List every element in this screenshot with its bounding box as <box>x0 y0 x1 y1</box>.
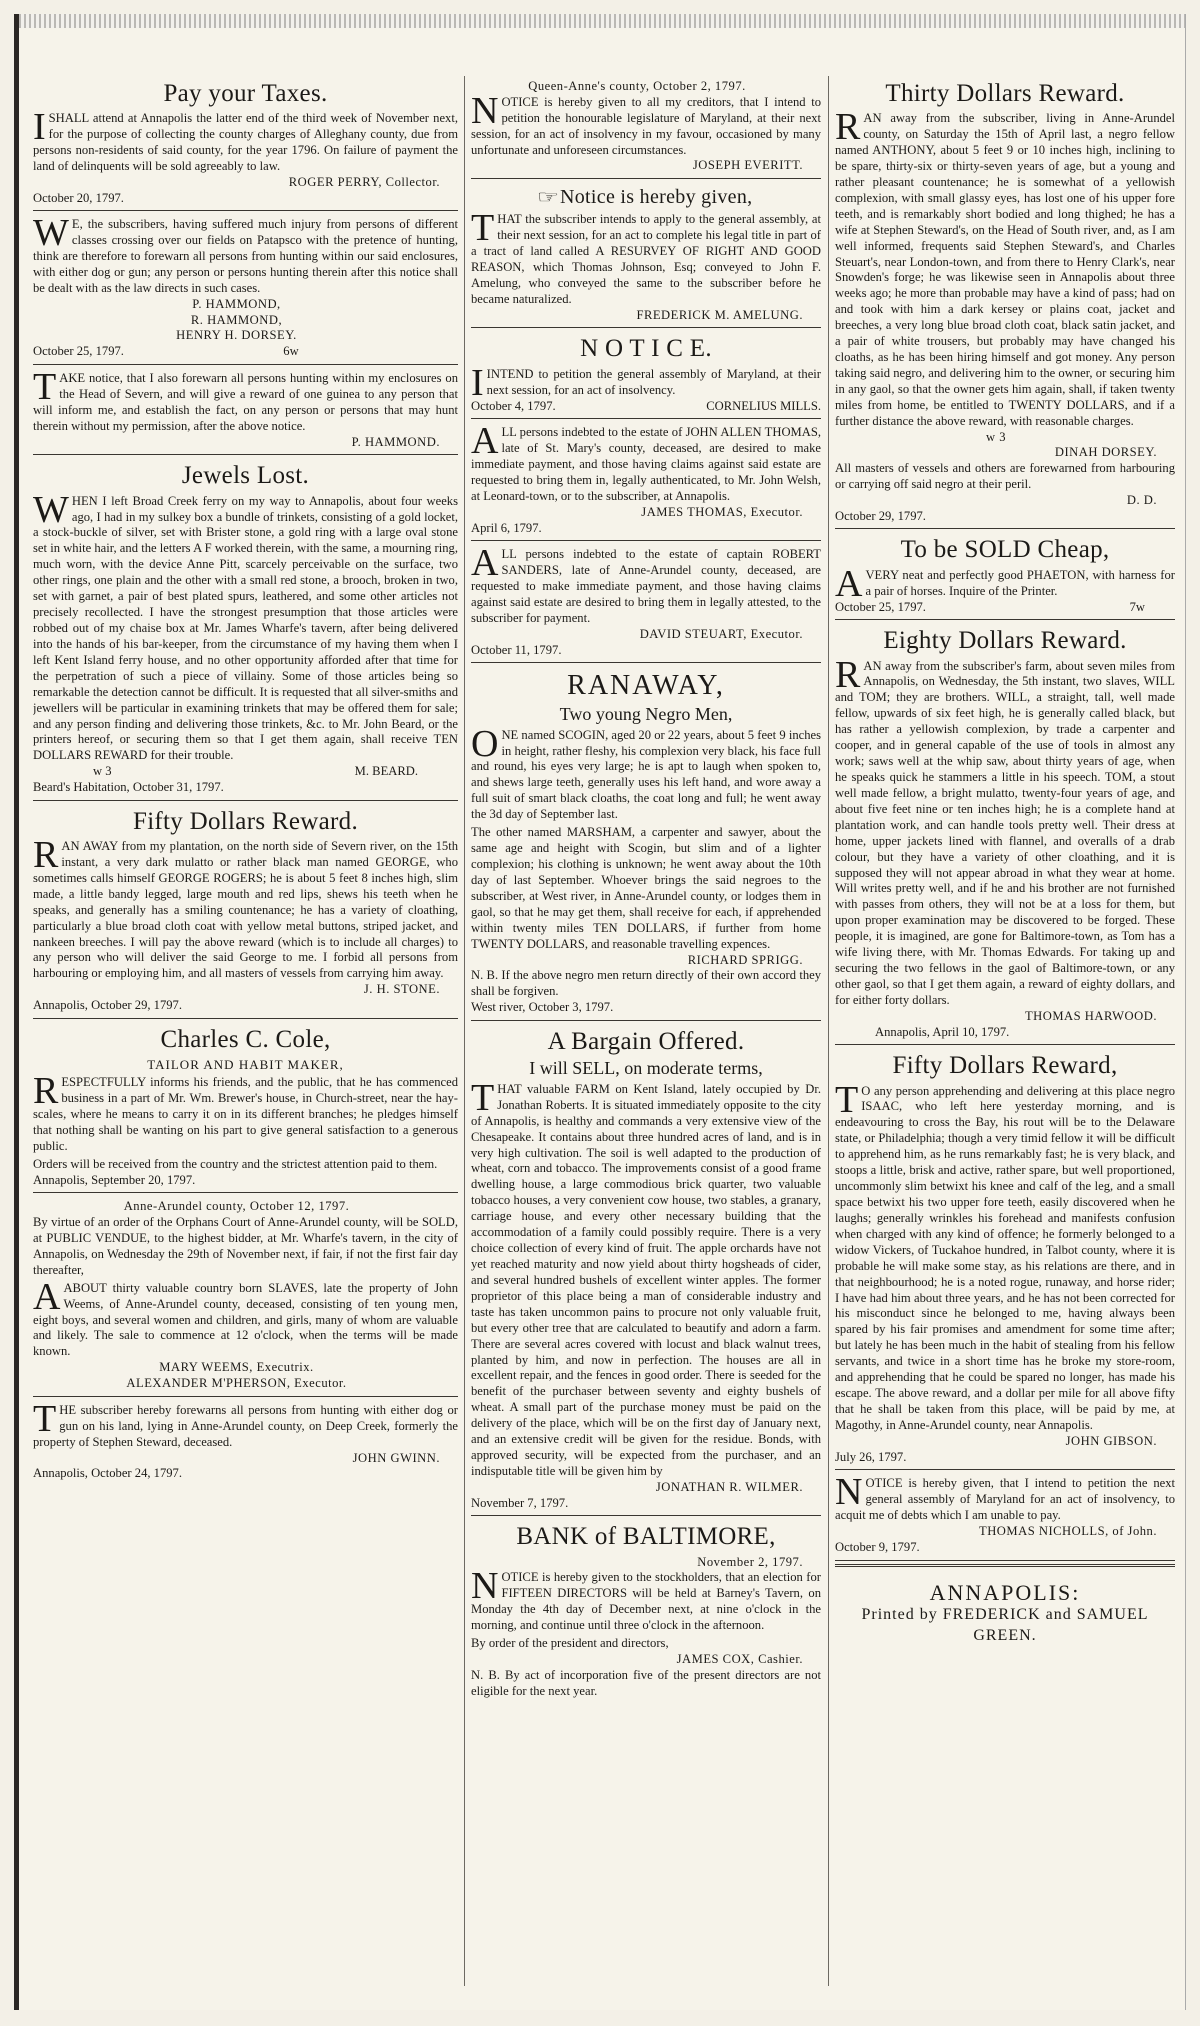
ad-body: AN AWAY from my plantation, on the north side of Severn river, on the 15th instant, a very dark mulatto or rather black man named GEORGE, who sometimes calls himself GEORGE ROGERS; he is about 5 feet 8 inches high, slim made, a little bandy legged, large mouth and red lips, shews his teeth when he speaks, and generally has a smiling countenance; he has a variety of cloathing, particularly a blue broad cloth coat with yellow metal buttons, striped jacket, and nankeen breeches. I will pay the above reward (which is to include all charges) to any person who will deliver the said George to me. I forbid all persons from harbouring or employing him, and all masters of vessels from carrying him away. <box>33 839 458 981</box>
ad-run-code: w 3 <box>93 764 112 779</box>
ad-date: Annapolis, April 10, 1797. <box>875 1024 1010 1039</box>
ad-body: OTICE is hereby given to the stockholders, that an election for FIFTEEN DIRECTORS will be held at Barney's Tavern, on Monday the 4th day of December next, at nine o'clock in the morning, and continue until three o'clock in the afternoon. <box>471 1570 821 1633</box>
ad-signature: P. HAMMOND. <box>351 434 440 449</box>
ad-date: October 11, 1797. <box>471 642 562 657</box>
ad-body: OTICE is hereby given, that I intend to petition the next general assembly of Maryland for an act of insolvency, to acquit me of debts which I am unable to pay. <box>835 1476 1175 1523</box>
ad-body: AKE notice, that I also forewarn all persons hunting within my enclosures on the Head of Severn, and will give a reward of one guinea to any person that will inform me, and establish the fact, on any person or persons that may hunt therein without my permission, after the above notice. <box>33 370 458 433</box>
ad-signature: JAMES THOMAS, Executor. <box>641 504 803 519</box>
ad-title: A Bargain Offered. <box>547 1027 745 1055</box>
ad-body: HAT the subscriber intends to apply to the general assembly, at their next session, for an act to complete his legal title in part of a tract of land called A RESURVEY OF RIGHT AND GOOD REASON, which Thomas Johnson, Esq; conveyed to John F. Amelung, who conveyed the same to the subscriber before he became naturalized. <box>471 212 821 306</box>
ad-signature: THOMAS NICHOLLS, of John. <box>979 1524 1157 1539</box>
ad-bank-baltimore: BANK of BALTIMORE, November 2, 1797. NOTICE is hereby given to the stockholders, that an election for FIFTEEN DIRECTORS will be held at Barney's Tavern, on Monday the 4th day of December next, at nine o'clock in the morning, and continue until three o'clock in the afternoon. By order of the president and directors, JAMES COX, Cashier. N. B. By act of incorporation five of the present directors are not eligible for the next year. <box>471 1523 821 1698</box>
ad-date: Annapolis, October 24, 1797. <box>33 1466 183 1481</box>
ad-body: SHALL attend at Annapolis the latter end of the third week of November next, for the purpose of collecting the county charges of Alleghany county, due from persons non-residents of said county, for the year 1796. On failure of payment the land of delinquents will be sold agreeably to law. <box>33 111 458 174</box>
ad-body: NE named SCOGIN, aged 20 or 22 years, about 5 feet 9 inches in height, rather fleshy, his complexion very black, his face full and round, his eyes very large; he is apt to laugh when spoken to, and shews large teeth, generally uses his left hand, and wore away a full suit of smart black cloaths, the coat long and full; he went away the 3d day of September last. <box>471 727 821 822</box>
ad-signature: JAMES COX, Cashier. <box>676 1651 803 1666</box>
ad-body: ABOUT thirty valuable country born SLAVES, late the property of John Weems, of Anne-Arundel county, deceased, consisting of ten young men, eight boys, and several women and children, and girls, many of whom are valuable and likely. The sale to commence at 12 o'clock, when the terms will be made known. <box>33 1280 458 1359</box>
ad-nicholls: NOTICE is hereby given, that I intend to petition the next general assembly of Maryland for an act of insolvency, to acquit me of debts which I am unable to pay. THOMAS NICHOLLS, of John. October 9, 1797. <box>835 1473 1175 1560</box>
ad-body: LL persons indebted to the estate of captain ROBERT SANDERS, late of Anne-Arundel county, deceased, are requested to make immediate payment, and those having claims against said estate are desired to bring them in legally attested, to the subscriber for payment. <box>471 547 821 626</box>
ad-date: October 9, 1797. <box>835 1539 920 1554</box>
imprint <box>835 1564 1175 1647</box>
ad-date: November 2, 1797. <box>697 1554 803 1569</box>
ad-signature: JOHN GWINN. <box>352 1450 440 1465</box>
ad-date: November 7, 1797. <box>471 1495 569 1510</box>
ad-body: HAT valuable FARM on Kent Island, lately occupied by Dr. Jonathan Roberts. It is situated immediately opposite to the city of Annapolis, is healthy and commands a very extensive view of the Chesapeake. It contains about three hundred acres of land, and is in very high cultivation. The soil is well adapted to the production of wheat, corn and tobacco. The improvements consist of a good frame dwelling house, a large commodious brick quarter, two valuable tobacco houses, a very convenient cow house, two stables, a granary, carriage house, and every other necessary building that the accommodation of a family could possibly require. There is a very choice collection of every kind of fruit. The apple orchards have not yet reached maturity and now yield about thirty hogsheads of cider, and several hundred bushels of excellent winter apples. The former proprietor of this place being a man of considerable industry and taste has taken uncommon pains to procure not only valuable fruit, but every other tree that are calculated to beautify and adorn a farm. There are several acres covered with locust and black walnut trees, planted by him, and now in perfection. The houses are all in excellent repair, and the fences in good order. There is seeded for the benefit of the purchaser between seventy and eighty bushels of wheat. A small part of the purchase money must be paid on the delivery of the place, which will be on the first day of January next, and an extensive credit will be given for the residue. Bonds, with approved security, will be expected from the purchaser, and an indisputable title will be given him by <box>471 1081 821 1478</box>
ad-signature: CORNELIUS MILLS. <box>706 398 821 413</box>
ad-date: October 4, 1797. <box>471 398 556 413</box>
ad-body: Orders will be received from the country and the strictest attention paid to them. <box>33 1156 438 1171</box>
ad-signature: DAVID STEUART, Executor. <box>639 626 803 641</box>
ad-signature: J. H. STONE. <box>363 982 440 997</box>
ad-title: Charles C. Cole, <box>160 1025 331 1053</box>
ad-subtitle: Two young Negro Men, <box>559 703 733 724</box>
ad-signature: ALEXANDER M'PHERSON, Executor. <box>126 1376 347 1391</box>
ad-signature: DINAH DORSEY. <box>1054 445 1157 460</box>
ad-signature: HENRY H. DORSEY. <box>176 328 297 343</box>
ad-body: AN away from the subscriber's farm, about seven miles from Annapolis, on Wednesday, the 5th instant, two slaves, WILL and TOM; they are brothers. WILL, a straight, tall, well made fellow, upwards of six feet high, he is generally called black, but has rather a yellowish complexion, by trade a carpenter and cooper, and in general capable of the use of tools in almost any work; saws well at the whip saw, about thirty years of age, when he speaks quick he stammers a little in his speech. TOM, a stout well made fellow, a bright mulatto, twenty-four years of age, and about five feet nine or ten inches high; he is a complete hand at plantation work, and can handle tools pretty well. Their dress at home, upper jackets lined with flannel, and overalls of a drab colour, but they have a variety of other cloathing, and it is supposed they will not appear abroad in what they wear at home. Will writes pretty well, and if he and his brother are not furnished with passes from others, they will not be at a loss for them, but upon proper examination may be discovered to be forged. These people, it is imagined, are gone for Baltimore-town, as Tom has a wife living there, with Mr. Thomas Edwards. For taking up and securing the two fellows in the gaol of Baltimore-town, or any other gaol, so that I get them again, a reward of eighty dollars, and for either forty dollars. <box>835 658 1175 1007</box>
ad-fifty-dollars-isaac: Fifty Dollars Reward, T O any person apprehending and delivering at this place negro ISAAC, who left here yesterday morning, and is endeavouring to cross the Bay, his rout will be to the Delaware state, or Philadelphia; though a very timid fellow it will be difficult to apprehend him, as he runs remarkably fast; he is very black, and stoops a little, brisk and active, rather spare, but well proportioned, uncommonly slim betwixt his knee and calf of the leg, and a small space betwixt his two upper fore teeth, easily discovered when he laughs; generally wrinkles his forehead and manifests confusion when charged with any kind of offence; he formerly belonged to a widow Vickers, of Tuckahoe hundred, in Talbot county, where it is probable he will make some stay, as his relations are there, and in that neighbourhood; he is a noted rogue, runaway, and horse rider; I have had him about three years, and he has not been corrected for his misconduct since he belonged to me, having always been spared by his fair promises and amendment for some time after; but lately he has been much in the habit of stealing from his fellow servants, and twice in a short time has he broke my store-room, and apprehending that he could be spared no longer, has made his escape. The above reward, and a dollar per mile for all above fifty that he shall be taken from this place, will be paid by me, at Magothy, in Anne-Arundel county, near Annapolis. JOHN GIBSON. July 26, 1797. <box>835 1048 1175 1470</box>
ad-run-code: 6w <box>283 344 299 359</box>
ad-taxes: Pay your Taxes. ISHALL attend at Annapolis the latter end of the third week of November next, for the purpose of collecting the county charges of Alleghany county, due from persons non-residents of said county, for the year 1796. On failure of payment the land of delinquents will be sold agreeably to law. ROGER PERRY, Collector. October 20, 1797. <box>33 76 458 211</box>
ad-signature: JOSEPH EVERITT. <box>692 158 803 173</box>
ad-signature: ROGER PERRY, Collector. <box>288 174 440 189</box>
ad-body: By virtue of an order of the Orphans Court of Anne-Arundel county, will be SOLD, at PUBLIC VENDUE, to the highest bidder, at Mr. Wharfe's tavern, in the city of Annapolis, on Wednesday the 29th of November next, if fair, if not the first fair day thereafter, <box>33 1215 458 1277</box>
ad-title: Notice is hereby given, <box>560 186 753 209</box>
page-top-edge <box>19 14 1185 28</box>
ad-signature: THOMAS HARWOOD. <box>1024 1008 1157 1023</box>
ad-run-code: 7w <box>1129 599 1145 614</box>
pointing-hand-icon: ☞ <box>536 187 560 208</box>
ad-date: West river, October 3, 1797. <box>471 1000 614 1015</box>
ad-title: Jewels Lost. <box>181 462 310 490</box>
ad-title: Thirty Dollars Reward. <box>885 80 1125 107</box>
ad-signature: FREDERICK M. AMELUNG. <box>636 307 803 322</box>
ad-date: Annapolis, September 20, 1797. <box>33 1172 196 1187</box>
ad-ranaway: RANAWAY, Two young Negro Men, ONE named SCOGIN, aged 20 or 22 years, about 5 feet 9 inches in height, rather fleshy, his complexion very black, his face full and round, his eyes very large; he is apt to laugh when spoken to, and shews large teeth, generally uses his left hand, and wore away a full suit of smart black cloaths, the coat long and full; he went away the 3d day of September last. The other named MARSHAM, a carpenter and sawyer, about the same age and height with Scogin, but slim and of a lighter complexion; his clothing is unknown; he went away about the 10th day of last September. Whoever brings the said negroes to the subscriber, at West river, in Anne-Arundel county, or lodges them in gaol, so that he may get them, shall receive for each, if apprehended within twenty miles TEN DOLLARS, if further from home TWENTY DOLLARS, and reasonable travelling expences. RICHARD SPRIGG. N. B. If the above negro men return directly of their own accord they shall be forgiven. West river, October 3, 1797. <box>471 666 821 1020</box>
ad-title: Fifty Dollars Reward. <box>132 807 358 835</box>
ad-body: N. B. By act of incorporation five of the present directors are not eligible for the next year. <box>471 1667 821 1698</box>
ad-title: BANK of BALTIMORE, <box>516 1523 776 1551</box>
ad-title: Eighty Dollars Reward. <box>883 627 1127 655</box>
column-right <box>835 76 1175 1990</box>
column-rule <box>464 76 465 1986</box>
newspaper-page <box>14 14 1186 2010</box>
ad-date: October 25, 1797. <box>835 599 926 614</box>
ad-body: All masters of vessels and others are forewarned from harbouring or carrying off said negro at their peril. <box>835 461 1175 492</box>
ad-signature: P. HAMMOND, <box>192 297 281 312</box>
ad-eighty-dollars: Eighty Dollars Reward. RAN away from the subscriber's farm, about seven miles from Annapolis, on Wednesday, the 5th instant, two slaves, WILL and TOM; they are brothers. WILL, a straight, tall, well made fellow, upwards of six feet high, he is generally called black, but has rather a yellowish complexion, by trade a carpenter and cooper, and in general capable of the use of tools in almost any work; saws well at the whip saw, about thirty years of age, when he speaks quick he stammers a little in his speech. TOM, a stout well made fellow, a bright mulatto, twenty-four years of age, and about five feet nine or ten inches high; he is a complete hand at plantation work, and can handle tools pretty well. Their dress at home, upper jackets lined with flannel, and overalls of a drab colour, but they have a variety of other cloathing, and it is supposed they will not appear abroad in what they wear at home. Will writes pretty well, and if he and his brother are not furnished with passes from others, they will not be at a loss for them, but upon proper examination may be discovered to be forged. These people, it is imagined, are gone for Baltimore-town, as Tom has a wife living there, with Mr. Thomas Edwards. For taking up and securing the two fellows in the gaol of Baltimore-town, or any other gaol, so that I get them again, a reward of eighty dollars, and for either forty dollars. THOMAS HARWOOD. Annapolis, April 10, 1797. <box>835 623 1175 1045</box>
ad-signature: R. HAMMOND, <box>190 312 283 327</box>
ad-signature: JOHN GIBSON. <box>1065 1433 1157 1448</box>
ad-date: Beard's Habitation, October 31, 1797. <box>33 780 224 795</box>
ad-charles-cole: Charles C. Cole, TAILOR AND HABIT MAKER, RESPECTFULLY informs his friends, and the public, that he has commenced business in a part of Mr. Wm. Brewer's house, in Church-street, near the hay-scales, where he means to carry it on in its different branches; he pledges himself that nothing shall be wanting on his part to give general satisfaction to a generous public. Orders will be received from the country and the strictest attention paid to them. Annapolis, September 20, 1797. <box>33 1022 458 1194</box>
column-left <box>33 76 458 1990</box>
ad-body: The other named MARSHAM, a carpenter and sawyer, about the same age and height with Scogin, but slim and of a lighter complexion; his clothing is unknown; he went away about the 10th day of last September. Whoever brings the said negroes to the subscriber, at West river, in Anne-Arundel county, or lodges them in gaol, so that he may get them, shall receive for each, if apprehended within twenty miles TEN DOLLARS, if further from home TWENTY DOLLARS, and reasonable travelling expences. <box>471 825 821 951</box>
ad-body: O any person apprehending and delivering at this place negro ISAAC, who left here yesterday morning, and is endeavouring to cross the Bay, his rout will be to the Delaware state, or Philadelphia; though a very timid fellow it will be difficult to apprehend him, as he runs remarkably fast; he is very black, and stoops a little, brisk and active, rather spare, but well proportioned, uncommonly slim betwixt his knee and calf of the leg, and a small space betwixt his two upper fore teeth, easily discovered when he laughs; generally wrinkles his forehead and manifests confusion when charged with any kind of offence; he formerly belonged to a widow Vickers, of Tuckahoe hundred, in Talbot county, where it is probable he will make some stay, as his relations are there, and in that neighbourhood; he is a noted rogue, runaway, and horse rider; I have had him about three years, and he has not been corrected for his misconduct since he belonged to me, having always been spared by his fair promises and amendment for some time after; but lately he has been much in the habit of stealing from his fellow servants, and twice in a short time has he broke my store-room, and apprehending that he could be spared no longer, has made his escape. The above reward, and a dollar per mile for all above fifty that he shall be taken from this place, will be paid by me, at Magothy, in Anne-Arundel county, near Annapolis. <box>835 1083 1175 1432</box>
ad-body: LL persons indebted to the estate of JOHN ALLEN THOMAS, late of St. Mary's county, deceased, are desired to make immediate payment, and those having claims against said estate are requested to bring them in, legally authenticated, to Mr. John Welsh, at Leonard-town, or to the subscriber, at Annapolis. <box>471 425 821 503</box>
ad-signature: JONATHAN R. WILMER. <box>655 1479 803 1494</box>
ad-dateline: Anne-Arundel county, October 12, 1797. <box>123 1199 350 1214</box>
ad-subtitle: I will SELL, on moderate terms, <box>529 1058 763 1079</box>
ad-thirty-dollars: Thirty Dollars Reward. RAN away from the subscriber, living in Anne-Arundel county, on Saturday the 15th of April last, a negro fellow named ANTHONY, about 5 feet 9 or 10 inches high, inclining to be spare, thirty-six or thirty-seven years of age, but a young and rather pleasant countenance; he is somewhat of a yellowish complexion, with small glassy eyes, has lost one of his upper fore teeth, and is remarkably short bodied and long thighed; he has a wife at Stephen Steward's, on the Head of South river, and, as I am well informed, frequents said Stephen Steward's, and Charles Steuart's, near London-town, and from there to Henry Clark's, near Snowden's forge; he was likewise seen in Annapolis about three weeks ago; he more than probable may have a kind of pass; had on and took with him a dark kersey or plains coat, jacket and breeches, a very long blue broad cloth coat, black satin jacket, and a pair of white trousers, but probably may have changed his cloaths, as he has been hiring himself and got money. Any person taking said negro, and delivering him to the owner, or securing him in any gaol, so that the owner gets him again, shall, if taken twenty miles from home, be entitled to TWENTY DOLLARS, and if a further distance the above reward, with reasonable charges. w 3 DINAH DORSEY. All masters of vessels and others are forewarned from harbouring or carrying off said negro at their peril. D. D. October 29, 1797. <box>835 76 1175 529</box>
imprint-printers: Printed by FREDERICK and SAMUEL GREEN. <box>861 1605 1149 1644</box>
ad-body: ESPECTFULLY informs his friends, and the public, that he has commenced business in a part of Mr. Wm. Brewer's house, in Church-street, near the hay-scales, where he means to carry it on in its different branches; he pledges himself that nothing shall be wanting on his part to give general satisfaction to a generous public. <box>33 1075 458 1153</box>
ad-signature: M. BEARD. <box>354 764 418 779</box>
imprint-city: ANNAPOLIS: <box>929 1579 1081 1605</box>
ad-body: INTEND to petition the general assembly of Maryland, at their next session, for an act of insolvency. <box>486 366 821 397</box>
ad-fifty-dollars-george: Fifty Dollars Reward. RAN AWAY from my plantation, on the north side of Severn river, on the 15th instant, a very dark mulatto or rather black man named GEORGE, who sometimes calls himself GEORGE ROGERS; he is about 5 feet 8 inches high, slim made, a little bandy legged, large mouth and red lips, shews his teeth when he speaks, and generally has a smiling countenance; he has a variety of cloathing, particularly a blue broad cloth coat with yellow metal buttons, striped jacket, and nankeen breeches. I will pay the above reward (which is to include all charges) to any person who will deliver the said George to me. I forbid all persons from harbouring or employing him, and all masters of vessels from carrying him away. J. H. STONE. Annapolis, October 29, 1797. <box>33 804 458 1019</box>
ad-slave-sale: Anne-Arundel county, October 12, 1797. By virtue of an order of the Orphans Court of Anne-Arundel county, will be SOLD, at PUBLIC VENDUE, to the highest bidder, at Mr. Wharfe's tavern, in the city of Annapolis, on Wednesday the 29th of November next, if fair, if not the first fair day thereafter, AABOUT thirty valuable country born SLAVES, late the property of John Weems, of Anne-Arundel county, deceased, consisting of ten young men, eight boys, and several women and children, and girls, many of whom are valuable and likely. The sale to commence at 12 o'clock, when the terms will be made known. MARY WEEMS, Executrix. ALEXANDER M'PHERSON, Executor. <box>33 1196 458 1397</box>
ad-thomas-estate: ALL persons indebted to the estate of JOHN ALLEN THOMAS, late of St. Mary's county, deceased, are desired to make immediate payment, and those having claims against said estate are requested to bring them in, legally authenticated, to Mr. John Welsh, at Leonard-town, or to the subscriber, at Annapolis. JAMES THOMAS, Executor. April 6, 1797. <box>471 422 821 541</box>
ad-signature: RICHARD SPRIGG. <box>687 952 803 967</box>
ad-amelung: ☞Notice is hereby given, THAT the subscriber intends to apply to the general assembly, at their next session, for an act to complete his legal title in part of a tract of land called A RESURVEY OF RIGHT AND GOOD REASON, which Thomas Johnson, Esq; conveyed to John F. Amelung, who conveyed the same to the subscriber before he became naturalized. FREDERICK M. AMELUNG. <box>471 182 821 328</box>
ad-title: N O T I C E. <box>580 335 712 363</box>
ad-initials: D. D. <box>1126 493 1157 507</box>
ad-body: OTICE is hereby given to all my creditors, that I intend to petition the honourable legislature of Maryland, at their next session, for an act of insolvency in my favour, occasioned by many unfortunate and unforeseen circumstances. <box>471 94 821 157</box>
ad-hammond: TAKE notice, that I also forewarn all persons hunting within my enclosures on the Head of Severn, and will give a reward of one guinea to any person that will inform me, and establish the fact, on any person or persons that may hunt therein without my permission, after the above notice. P. HAMMOND. <box>33 368 458 455</box>
ad-title: Pay your Taxes. <box>163 80 328 107</box>
column-middle <box>471 76 821 1990</box>
ad-run-code: w 3 <box>985 429 1007 444</box>
ad-mills: N O T I C E. IINTEND to petition the general assembly of Maryland, at their next session, for an act of insolvency. October 4, 1797. CORNELIUS MILLS. <box>471 331 821 419</box>
column-rule <box>828 76 829 1986</box>
ad-sanders-estate: ALL persons indebted to the estate of captain ROBERT SANDERS, late of Anne-Arundel county, deceased, are requested to make immediate payment, and those having claims against said estate are desired to bring them in legally attested, to the subscriber for payment. DAVID STEUART, Executor. October 11, 1797. <box>471 544 821 663</box>
ad-body: VERY neat and perfectly good PHAETON, with harness for a pair of horses. Inquire of the Printer. <box>865 567 1175 598</box>
ad-body: HEN I left Broad Creek ferry on my way to Annapolis, about four weeks ago, I had in my sulkey box a bundle of trinkets, consisting of a gold locket, a stock-buckle of silver, set with Brister stone, a gold ring with a large oval stone set in white hair, and the letters A F worked therein, with the same, a mourning ring, much worn, with the device Anne Pitt, scarcely perceivable on the surface, two other rings, one plain and the other with a small red stone, a brooch, broken in two, set with garnet, a pair of best plated spurs, leathered, and some other articles not precisely recollected. I have the strongest presumption that those articles were robbed out of my chaise box at Mr. James Wharfe's tavern, after being delivered into the hands of his bar-keeper, from the circumstance of my having them when I left Kent Island ferry house, and no other opportunity afforded after that time for the perpetration of such a piece of villainy. Some of those articles being so remarkable the detection cannot be difficult. It is requested that all silver-smiths and jewellers will be particular in examining trinkets that may be offered them for sale; and any person finding and delivering those trinkets, &c. to Mr. John Beard, or the printers hereof, or securing them so that I get them again, shall receive TEN DOLLARS REWARD for their trouble. <box>33 493 458 763</box>
ad-title: Fifty Dollars Reward, <box>892 1052 1118 1080</box>
ad-body: N. B. If the above negro men return directly of their own accord they shall be forgiven. <box>471 968 821 999</box>
ad-body: By order of the president and directors, <box>471 1636 669 1651</box>
ad-jewels-lost: Jewels Lost. WHEN I left Broad Creek ferry on my way to Annapolis, about four weeks ago, I had in my sulkey box a bundle of trinkets, consisting of a gold locket, a stock-buckle of silver, set with Brister stone, a gold ring with a large oval stone set in white hair, and the letters A F worked therein, with the same, a mourning ring, much worn, with the device Anne Pitt, scarcely perceivable on the surface, two other rings, one plain and the other with a small red stone, a brooch, broken in two, set with garnet, a pair of best plated spurs, leathered, and some other articles not precisely recollected. I have the strongest presumption that those articles were robbed out of my chaise box at Mr. James Wharfe's tavern, after being delivered into the hands of his bar-keeper, from the circumstance of my having them when I left Kent Island ferry house, and no other opportunity afforded after that time for the perpetration of such a piece of villainy. Some of those articles being so remarkable the detection cannot be difficult. It is requested that all silver-smiths and jewellers will be particular in examining trinkets that may be offered them for sale; and any person finding and delivering those trinkets, &c. to Mr. John Beard, or the printers hereof, or securing them so that I get them again, shall receive TEN DOLLARS REWARD for their trouble. w 3 M. BEARD. Beard's Habitation, October 31, 1797. <box>33 458 458 800</box>
ad-body: HE subscriber hereby forewarns all persons from hunting with either dog or gun on his land, lying in Anne-Arundel county, on Deep Creek, formerly the property of Stephen Steward, deceased. <box>33 1402 458 1449</box>
ad-date: October 20, 1797. <box>33 190 124 205</box>
ad-trespass: W E, the subscribers, having suffered much injury from persons of different classes crossing over our fields on Patapsco with the pretence of hunting, think are therefore to forewarn all persons from hunting within our said enclosures, with either dog or gun; any person or persons hunting therein after this notice shall be dealt with as the law directs in such cases. P. HAMMOND, R. HAMMOND, HENRY H. DORSEY. October 25, 1797. 6w <box>33 214 458 365</box>
ad-gwinn: THE subscriber hereby forewarns all persons from hunting with either dog or gun on his land, lying in Anne-Arundel county, on Deep Creek, formerly the property of Stephen Steward, deceased. JOHN GWINN. Annapolis, October 24, 1797. <box>33 1397 458 1481</box>
ad-date: April 6, 1797. <box>471 520 542 535</box>
ad-body: AN away from the subscriber, living in Anne-Arundel county, on Saturday the 15th of April last, a negro fellow named ANTHONY, about 5 feet 9 or 10 inches high, inclining to be spare, thirty-six or thirty-seven years of age, but a young and rather pleasant countenance; he is somewhat of a yellowish complexion, with small glassy eyes, has lost one of his upper fore teeth, and is remarkably short bodied and long thighed; he has a wife at Stephen Steward's, on the Head of South river, and, as I am well informed, frequents said Stephen Steward's, and Charles Steuart's, near London-town, and from there to Henry Clark's, near Snowden's forge; he was likewise seen in Annapolis about three weeks ago; he more than probable may have a kind of pass; had on and took with him a dark kersey or plains coat, jacket and breeches, a very long blue broad cloth coat, black satin jacket, and a pair of white trousers, but probably may have changed his cloaths, as he has been hiring himself and got money. Any person taking said negro, and delivering him to the owner, or securing him in any gaol, so that the owner gets him again, shall, if taken twenty miles from home, be entitled to TWENTY DOLLARS, and if a further distance the above reward, with reasonable charges. <box>835 111 1175 428</box>
ad-phaeton: To be SOLD Cheap, AVERY neat and perfectly good PHAETON, with harness for a pair of horses. Inquire of the Printer. October 25, 1797. 7w <box>835 532 1175 620</box>
ad-dateline: Queen-Anne's county, October 2, 1797. <box>528 79 746 93</box>
ad-date: October 29, 1797. <box>835 508 926 523</box>
ad-everitt: Queen-Anne's county, October 2, 1797. NOTICE is hereby given to all my creditors, that I intend to petition the honourable legislature of Maryland, at their next session, for an act of insolvency in my favour, occasioned by many unfortunate and unforeseen circumstances. JOSEPH EVERITT. <box>471 76 821 179</box>
ad-date: October 25, 1797. <box>33 344 124 359</box>
ad-signature: MARY WEEMS, Executrix. <box>159 1360 314 1375</box>
ad-date: July 26, 1797. <box>835 1449 907 1464</box>
ad-date: Annapolis, October 29, 1797. <box>33 998 183 1013</box>
ad-title: To be SOLD Cheap, <box>900 536 1110 564</box>
ad-body: E, the subscribers, having suffered much injury from persons of different classes crossing over our fields on Patapsco with the pretence of hunting, think are therefore to forewarn all persons from hunting within our said enclosures, with either dog or gun; any person or persons hunting therein after this notice shall be dealt with as the law directs in such cases. <box>33 217 458 296</box>
ad-subtitle: TAILOR AND HABIT MAKER, <box>147 1057 344 1073</box>
ad-bargain: A Bargain Offered. I will SELL, on moderate terms, THAT valuable FARM on Kent Island, lately occupied by Dr. Jonathan Roberts. It is situated immediately opposite to the city of Annapolis, is healthy and commands a very extensive view of the Chesapeake. It contains about three hundred acres of land, and is in very high cultivation. The soil is well adapted to the production of wheat, corn and tobacco. The improvements consist of a good frame dwelling house, a large commodious brick quarter, two valuable tobacco houses, a very convenient cow house, two stables, a granary, carriage house, and every other necessary building that the accommodation of a family could possibly require. There is a very choice collection of every kind of fruit. The apple orchards have not yet reached maturity and now yield about thirty hogsheads of cider, and several hundred bushels of excellent winter apples. The former proprietor of this place being a man of considerable industry and taste has taken uncommon pains to procure not only valuable fruit, but every other tree that are calculated to beautify and adorn a farm. There are several acres covered with locust and black walnut trees, planted by him, and now in perfection. The houses are all in excellent repair, and the fences in good order. There is seeded for the benefit of the purchaser between seventy and eighty bushels of wheat. A small part of the purchase money must be paid on the delivery of the place, which will be on the first day of January next, and an extensive credit will be given for the residue. Bonds, with approved security, will be expected from the purchaser, and an indisputable title will be given him by JONATHAN R. WILMER. November 7, 1797. <box>471 1024 821 1517</box>
ad-title: RANAWAY, <box>567 670 725 702</box>
